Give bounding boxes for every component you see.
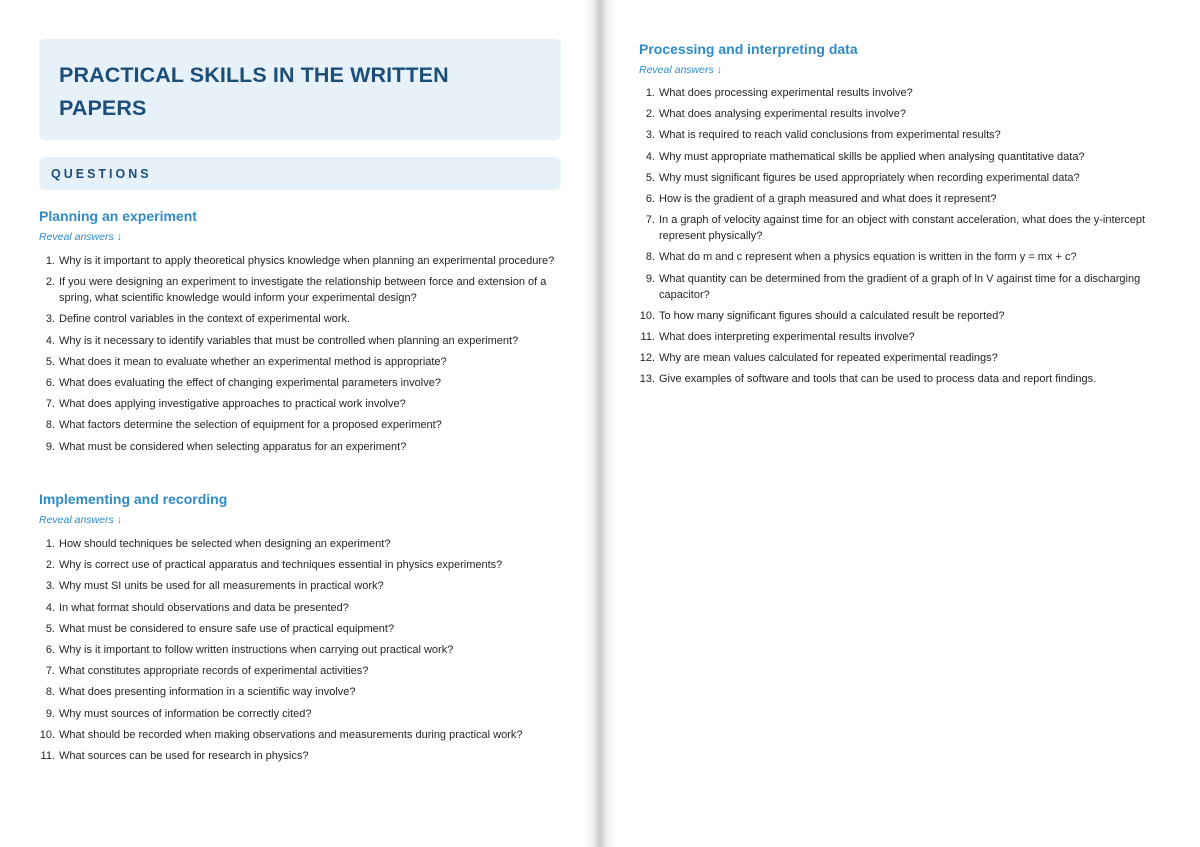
question-item [639,371,1169,387]
question-number: 4. [645,150,655,163]
question-item [39,536,564,552]
question-item [639,350,1169,366]
question-item [639,212,1169,244]
question-number: 7. [45,665,55,678]
question-text: Give examples of software and tools that can be used to process data and report findings. [659,373,1097,386]
question-item [39,439,564,455]
question-item [39,396,564,412]
question-text: What is required to reach valid conclusions from experimental results? [659,129,1001,142]
question-number: 4. [45,601,55,614]
question-item [639,308,1169,324]
question-list [39,536,564,764]
question-number: 13. [639,373,655,386]
question-number: 7. [645,214,655,227]
question-number: 11. [40,749,55,762]
question-number: 8. [45,419,55,432]
question-number: 6. [45,643,55,656]
question-text: What do m and c represent when a physics equation is written in the form y = mx + c? [659,251,1077,264]
question-number: 6. [45,376,55,389]
question-number: 3. [45,580,55,593]
question-item [39,417,564,433]
question-text: In what format should observations and data be presented? [59,601,349,614]
question-text: What does interpreting experimental results involve? [659,330,915,343]
question-number: 6. [645,192,655,205]
section-heading: Planning an experiment [39,208,197,224]
question-number: 7. [45,398,55,411]
question-number: 2. [45,559,55,572]
question-text: Why must significant figures be used appropriately when recording experimental data? [659,171,1080,184]
question-text: Define control variables in the context of experimental work. [59,313,351,326]
question-text: Why is it necessary to identify variables that must be controlled when planning an experiment? [59,334,519,347]
questions-heading: QUESTIONS [51,166,152,181]
question-number: 1. [645,87,655,99]
question-text: What constitutes appropriate records of experimental activities? [59,665,369,678]
question-number: 8. [645,251,655,264]
question-item [39,375,564,391]
question-item [39,354,564,370]
question-text: Why must appropriate mathematical skills be applied when analysing quantitative data? [659,150,1085,163]
question-text: What sources can be used for research in physics? [59,749,309,762]
question-item [39,663,564,679]
reveal-answers-link[interactable]: Reveal answers ↓ [39,514,122,526]
section-processing [639,40,1169,392]
question-item [639,170,1169,186]
question-text: What factors determine the selection of equipment for a proposed experiment? [59,419,442,432]
question-text: What must be considered to ensure safe use of practical equipment? [59,622,395,635]
section-planning [39,207,564,460]
left-page [0,0,596,847]
question-item [639,249,1169,265]
question-text: In a graph of velocity against time for an object with constant acceleration, what does the y-intercept represent physically? [659,214,1146,243]
question-number: 4. [45,334,55,347]
question-text: What does evaluating the effect of changing experimental parameters involve? [59,376,441,389]
question-text: What does presenting information in a scientific way involve? [59,686,356,699]
question-text: Why are mean values calculated for repeated experimental readings? [659,352,998,365]
question-list [39,253,564,455]
questions-banner [39,157,561,190]
section-implementing [39,490,564,769]
question-item [639,127,1169,143]
question-item [639,191,1169,207]
question-text: To how many significant figures should a calculated result be reported? [659,309,1005,322]
question-text: What does processing experimental results involve? [659,87,913,99]
question-text: Why is it important to apply theoretical physics knowledge when planning an experimental procedure? [59,255,555,267]
question-item [39,253,564,269]
question-item [39,311,564,327]
question-number: 2. [45,276,55,289]
question-text: Why must SI units be used for all measurements in practical work? [59,580,384,593]
section-heading: Processing and interpreting data [639,41,858,57]
reveal-answers-link[interactable]: Reveal answers ↓ [639,64,722,76]
question-text: What does applying investigative approaches to practical work involve? [59,398,406,411]
question-number: 10. [39,728,55,741]
question-text: How should techniques be selected when designing an experiment? [59,538,391,550]
right-page [606,0,1200,847]
question-number: 10. [639,309,655,322]
question-number: 1. [45,538,55,550]
question-item [39,333,564,349]
question-number: 1. [45,255,55,267]
question-number: 3. [45,313,55,326]
question-item [39,621,564,637]
question-text: How is the gradient of a graph measured and what does it represent? [659,192,997,205]
question-list [639,85,1169,387]
question-number: 5. [645,171,655,184]
question-number: 3. [645,129,655,142]
section-heading: Implementing and recording [39,491,228,507]
question-text: Why is correct use of practical apparatus and techniques essential in physics experiments? [59,559,503,572]
question-text: What quantity can be determined from the gradient of a graph of ln V against time for a discharging capacitor? [659,272,1141,301]
question-text: What must be considered when selecting apparatus for an experiment? [59,440,407,453]
question-item [639,106,1169,122]
question-item [39,727,564,743]
question-number: 12. [639,352,655,365]
question-item [39,557,564,573]
question-text: What does analysing experimental results involve? [659,108,907,121]
title-banner [39,39,561,140]
question-item [639,329,1169,345]
question-item [639,271,1169,303]
question-item [39,684,564,700]
question-text: Why must sources of information be correctly cited? [59,707,312,720]
question-number: 5. [45,622,55,635]
question-number: 5. [45,355,55,368]
question-text: What should be recorded when making observations and measurements during practical work? [59,728,523,741]
question-number: 9. [645,272,655,285]
reveal-answers-link[interactable]: Reveal answers ↓ [39,231,122,243]
question-item [639,85,1169,101]
question-item [639,149,1169,165]
question-number: 11. [640,330,655,343]
question-number: 2. [645,108,655,121]
question-item [39,274,564,306]
question-item [39,642,564,658]
question-number: 8. [45,686,55,699]
page-title: PRACTICAL SKILLS IN THE WRITTEN PAPERS [59,63,449,120]
question-item [39,600,564,616]
question-number: 9. [45,707,55,720]
question-text: If you were designing an experiment to investigate the relationship between force and extension of a spring, what scientific knowledge would inform your experimental design? [59,276,547,305]
question-item [39,748,564,764]
question-number: 9. [45,440,55,453]
question-item [39,578,564,594]
question-item [39,706,564,722]
question-text: Why is it important to follow written instructions when carrying out practical work? [59,643,454,656]
question-text: What does it mean to evaluate whether an experimental method is appropriate? [59,355,447,368]
